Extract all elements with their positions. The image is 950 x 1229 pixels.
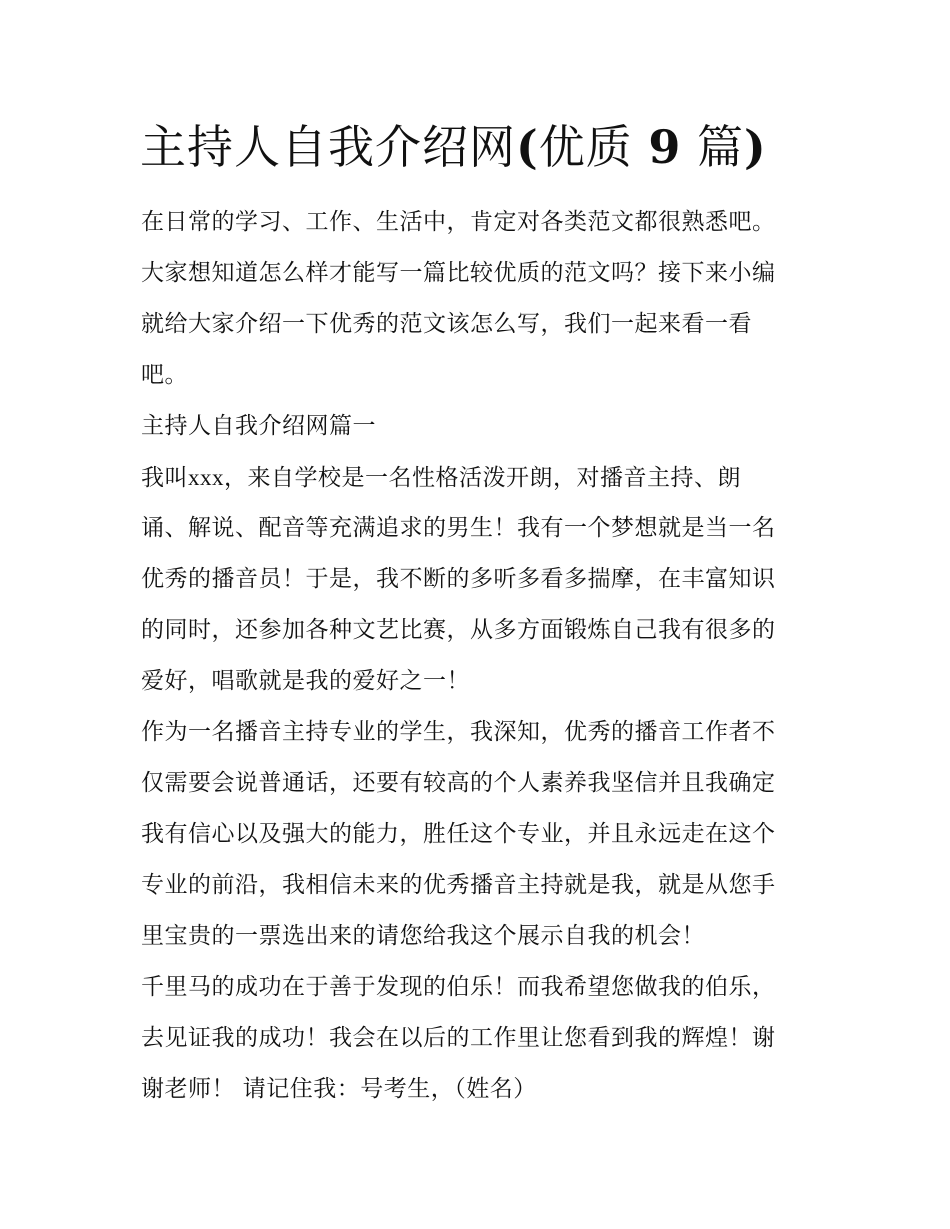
para1-lead-rest: ，来自学校是一名性格活泼开朗，对播音主持、朗 (224, 465, 741, 491)
intro-line: 大家想知道怎么样才能写一篇比较优质的范文吗？接下来小编 (141, 260, 776, 286)
title-number: 9 (648, 120, 682, 174)
intro-line: 就给大家介绍一下优秀的范文该怎么写，我们一起来看一看 (141, 311, 752, 337)
title-main: 主持人自我介绍网 (140, 120, 516, 174)
paragraph-1-line: 爱好，唱歌就是我的爱好之一！ (141, 668, 470, 694)
intro-line: 在日常的学习、工作、生活中，肯定对各类范文都很熟悉吧。 (141, 209, 776, 235)
para1-name: xxx (188, 465, 224, 490)
paragraph-1-line: 优秀的播音员！于是，我不断的多听多看多揣摩，在丰富知识 (141, 566, 776, 592)
para1-lead: 我叫 (141, 465, 188, 491)
paragraph-2-line: 专业的前沿，我相信未来的优秀播音主持就是我，就是从您手 (141, 872, 776, 898)
paragraph-2-line: 我有信心以及强大的能力，胜任这个专业，并且永远走在这个 (141, 821, 776, 847)
paragraph-1-line: 的同时，还参加各种文艺比赛，从多方面锻炼自己我有很多的 (141, 617, 776, 643)
intro-line: 吧。 (141, 362, 188, 388)
section-heading: 主持人自我介绍网篇一 (141, 413, 376, 439)
paragraph-2-line: 里宝贵的一票选出来的请您给我这个展示自我的机会！ (141, 923, 705, 949)
paragraph-1-line: 诵、解说、配音等充满追求的男生！我有一个梦想就是当一名 (141, 515, 776, 541)
document-title (140, 112, 840, 182)
paragraph-1-line (141, 452, 821, 503)
title-open-paren: ( (516, 120, 539, 174)
title-quality: 优质 (538, 120, 633, 174)
document-body (141, 197, 821, 1115)
title-close-paren: ) (744, 120, 767, 174)
paragraph-3-line: 谢老师！ 请记住我：号考生，（姓名） (141, 1076, 537, 1102)
title-unit: 篇 (697, 120, 745, 174)
paragraph-2-line: 仅需要会说普通话，还要有较高的个人素养我坚信并且我确定 (141, 770, 776, 796)
paragraph-3-line: 千里马的成功在于善于发现的伯乐！而我希望您做我的伯乐， (141, 974, 776, 1000)
paragraph-3-line: 去见证我的成功！我会在以后的工作里让您看到我的辉煌！谢 (141, 1025, 776, 1051)
paragraph-2-line: 作为一名播音主持专业的学生，我深知，优秀的播音工作者不 (141, 719, 776, 745)
